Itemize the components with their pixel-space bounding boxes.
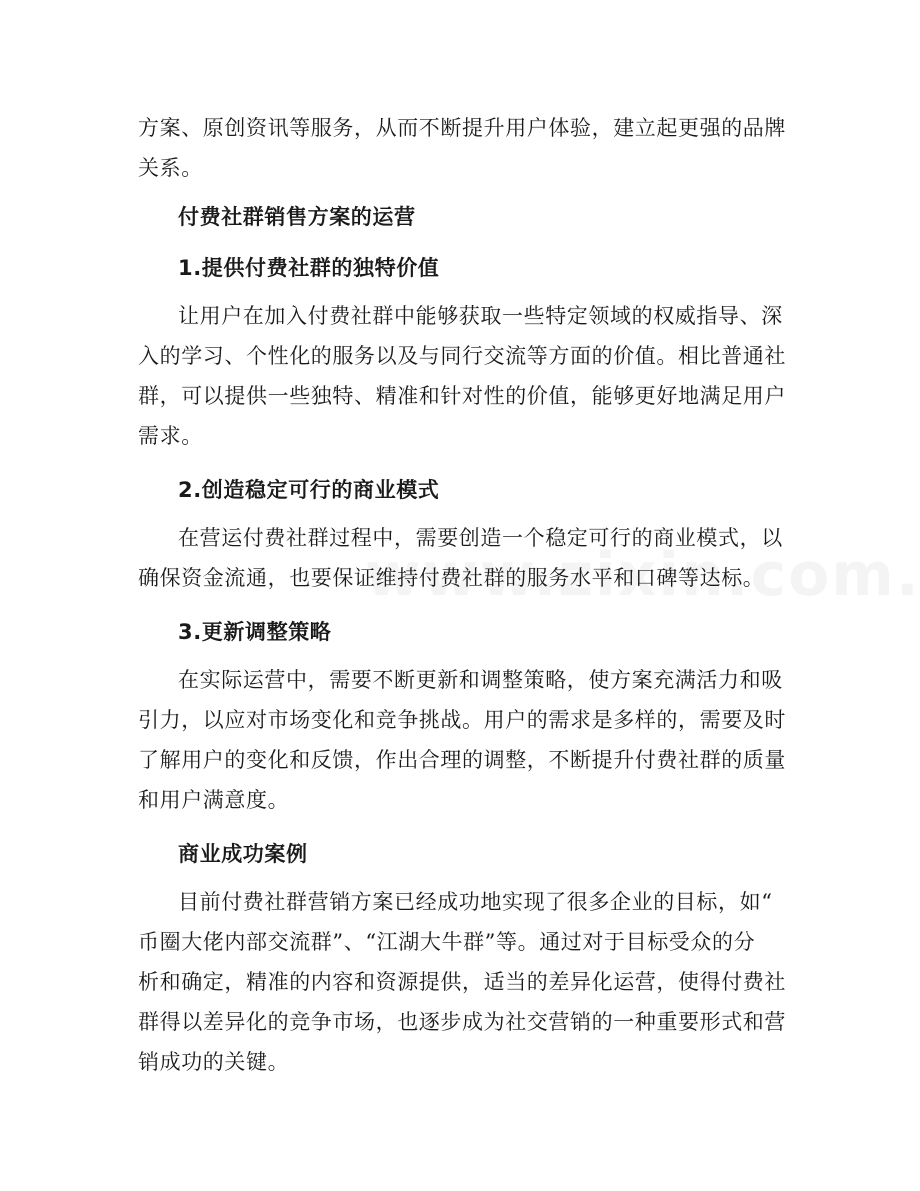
paragraph-line: 入的学习、个性化的服务以及与同行交流等方面的价值。相比普通社 (138, 344, 786, 368)
paragraph-line: 群得以差异化的竞争市场，也逐步成为社交营销的一种重要形式和营 (138, 1010, 786, 1034)
intro-paragraph-line: 关系。 (138, 156, 203, 180)
paragraph-line: 让用户在加入付费社群中能够获取一些特定领域的权威指导、深 (178, 304, 783, 328)
section-title-cases: 商业成功案例 (178, 842, 308, 866)
paragraph-line: 销成功的关键。 (138, 1050, 290, 1074)
paragraph-line: 目前付费社群营销方案已经成功地实现了很多企业的目标，如“ (178, 890, 773, 914)
item-heading-2: 2.创造稳定可行的商业模式 (178, 478, 440, 502)
item-heading-3: 3.更新调整策略 (178, 620, 332, 644)
paragraph-line: 群，可以提供一些独特、精准和针对性的价值，能够更好地满足用户 (138, 384, 786, 408)
section-title-operation: 付费社群销售方案的运营 (178, 205, 416, 229)
paragraph-line: 了解用户的变化和反馈，作出合理的调整，不断提升付费社群的质量 (138, 748, 786, 772)
paragraph-line: 在营运付费社群过程中，需要创造一个稳定可行的商业模式，以 (178, 526, 783, 550)
paragraph-line: 引力，以应对市场变化和竞争挑战。用户的需求是多样的，需要及时 (138, 708, 786, 732)
paragraph-line: 和用户满意度。 (138, 788, 290, 812)
intro-paragraph-line: 方案、原创资讯等服务，从而不断提升用户体验，建立起更强的品牌 (138, 116, 786, 140)
item-heading-1: 1.提供付费社群的独特价值 (178, 256, 440, 280)
paragraph-line: 确保资金流通，也要保证维持付费社群的服务水平和口碑等达标。 (138, 566, 765, 590)
paragraph-line: 析和确定，精准的内容和资源提供，适当的差异化运营，使得付费社 (138, 970, 786, 994)
paragraph-line: 在实际运营中，需要不断更新和调整策略，使方案充满活力和吸 (178, 668, 783, 692)
paragraph-line: 需求。 (138, 424, 203, 448)
paragraph-line: 币圈大佬内部交流群”、“江湖大牛群”等。通过对于目标受众的分 (138, 930, 756, 954)
